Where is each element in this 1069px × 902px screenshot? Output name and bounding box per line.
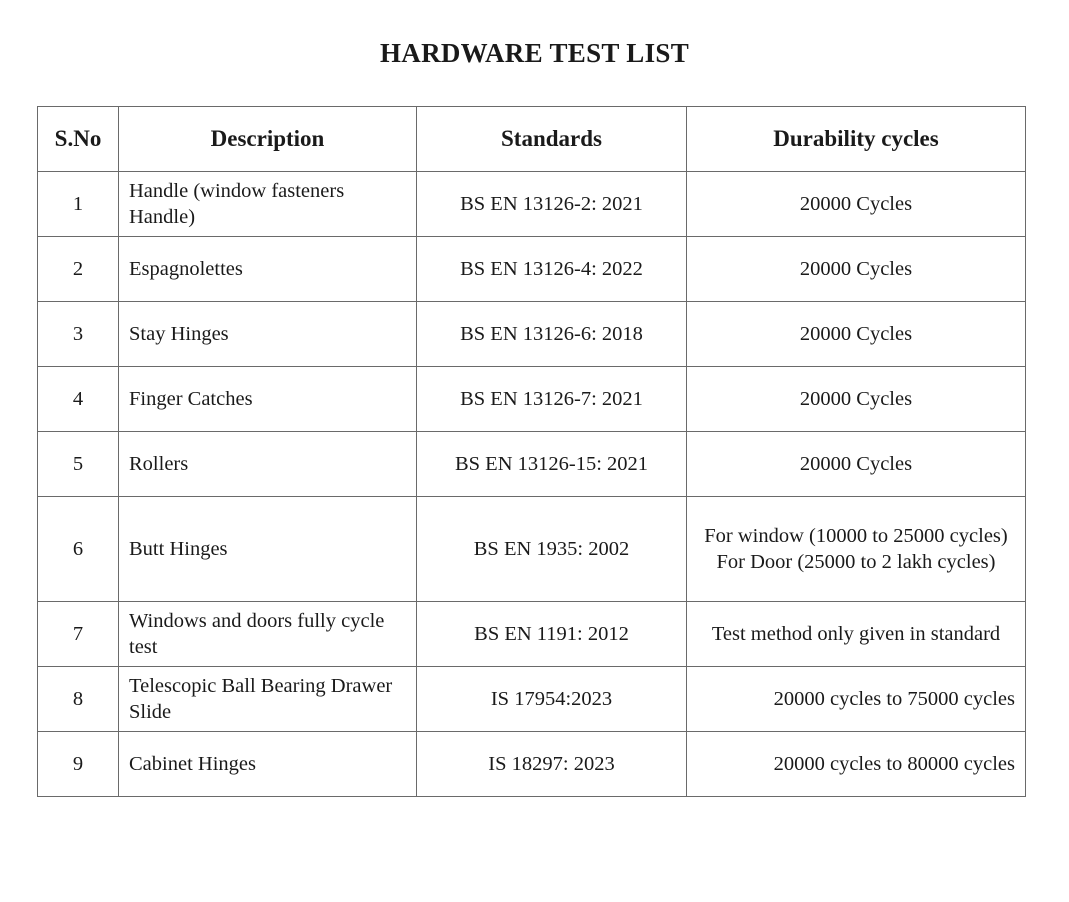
- cell-sno: 9: [38, 732, 119, 797]
- header-row: [38, 107, 1026, 172]
- table-row: [38, 237, 1026, 302]
- cell-description: Windows and doors fully cycle test: [119, 602, 417, 667]
- cell-description: Butt Hinges: [119, 497, 417, 602]
- cell-description: Handle (window fasteners Handle): [119, 172, 417, 237]
- cell-durability: [687, 497, 1026, 602]
- durability-line: For window (10000 to 25000 cycles): [704, 525, 1008, 547]
- table-row: [38, 602, 1026, 667]
- header-sno: S.No: [38, 107, 119, 172]
- cell-sno: 7: [38, 602, 119, 667]
- cell-description: Telescopic Ball Bearing Drawer Slide: [119, 667, 417, 732]
- table-row: [38, 667, 1026, 732]
- cell-sno: 4: [38, 367, 119, 432]
- cell-standard: BS EN 1935: 2002: [417, 497, 687, 602]
- header-description: Description: [119, 107, 417, 172]
- cell-sno: 8: [38, 667, 119, 732]
- cell-durability: 20000 Cycles: [687, 172, 1026, 237]
- header-durability: Durability cycles: [687, 107, 1026, 172]
- cell-description: Rollers: [119, 432, 417, 497]
- cell-standard: BS EN 13126-6: 2018: [417, 302, 687, 367]
- cell-durability: 20000 cycles to 75000 cycles: [687, 667, 1026, 732]
- table-row: [38, 367, 1026, 432]
- cell-sno: 6: [38, 497, 119, 602]
- cell-description: Espagnolettes: [119, 237, 417, 302]
- cell-standard: IS 17954:2023: [417, 667, 687, 732]
- cell-sno: 2: [38, 237, 119, 302]
- cell-durability: 20000 Cycles: [687, 237, 1026, 302]
- cell-standard: BS EN 13126-2: 2021: [417, 172, 687, 237]
- cell-standard: BS EN 13126-15: 2021: [417, 432, 687, 497]
- table-row: [38, 432, 1026, 497]
- cell-sno: 3: [38, 302, 119, 367]
- table-row: [38, 172, 1026, 237]
- cell-description: Cabinet Hinges: [119, 732, 417, 797]
- cell-sno: 5: [38, 432, 119, 497]
- cell-durability: 20000 Cycles: [687, 302, 1026, 367]
- cell-standard: BS EN 13126-7: 2021: [417, 367, 687, 432]
- hardware-test-table: [37, 106, 1026, 797]
- cell-description: Finger Catches: [119, 367, 417, 432]
- cell-standard: BS EN 1191: 2012: [417, 602, 687, 667]
- cell-standard: IS 18297: 2023: [417, 732, 687, 797]
- cell-durability: Test method only given in standard: [687, 602, 1026, 667]
- table-row: [38, 302, 1026, 367]
- cell-standard: BS EN 13126-4: 2022: [417, 237, 687, 302]
- page-title: HARDWARE TEST LIST: [379, 38, 690, 68]
- cell-durability: 20000 cycles to 80000 cycles: [687, 732, 1026, 797]
- table-row: [38, 732, 1026, 797]
- table-row: [38, 497, 1026, 602]
- durability-line: For Door (25000 to 2 lakh cycles): [716, 551, 996, 573]
- cell-durability: 20000 Cycles: [687, 432, 1026, 497]
- cell-durability: 20000 Cycles: [687, 367, 1026, 432]
- cell-description: Stay Hinges: [119, 302, 417, 367]
- cell-sno: 1: [38, 172, 119, 237]
- header-standards: Standards: [417, 107, 687, 172]
